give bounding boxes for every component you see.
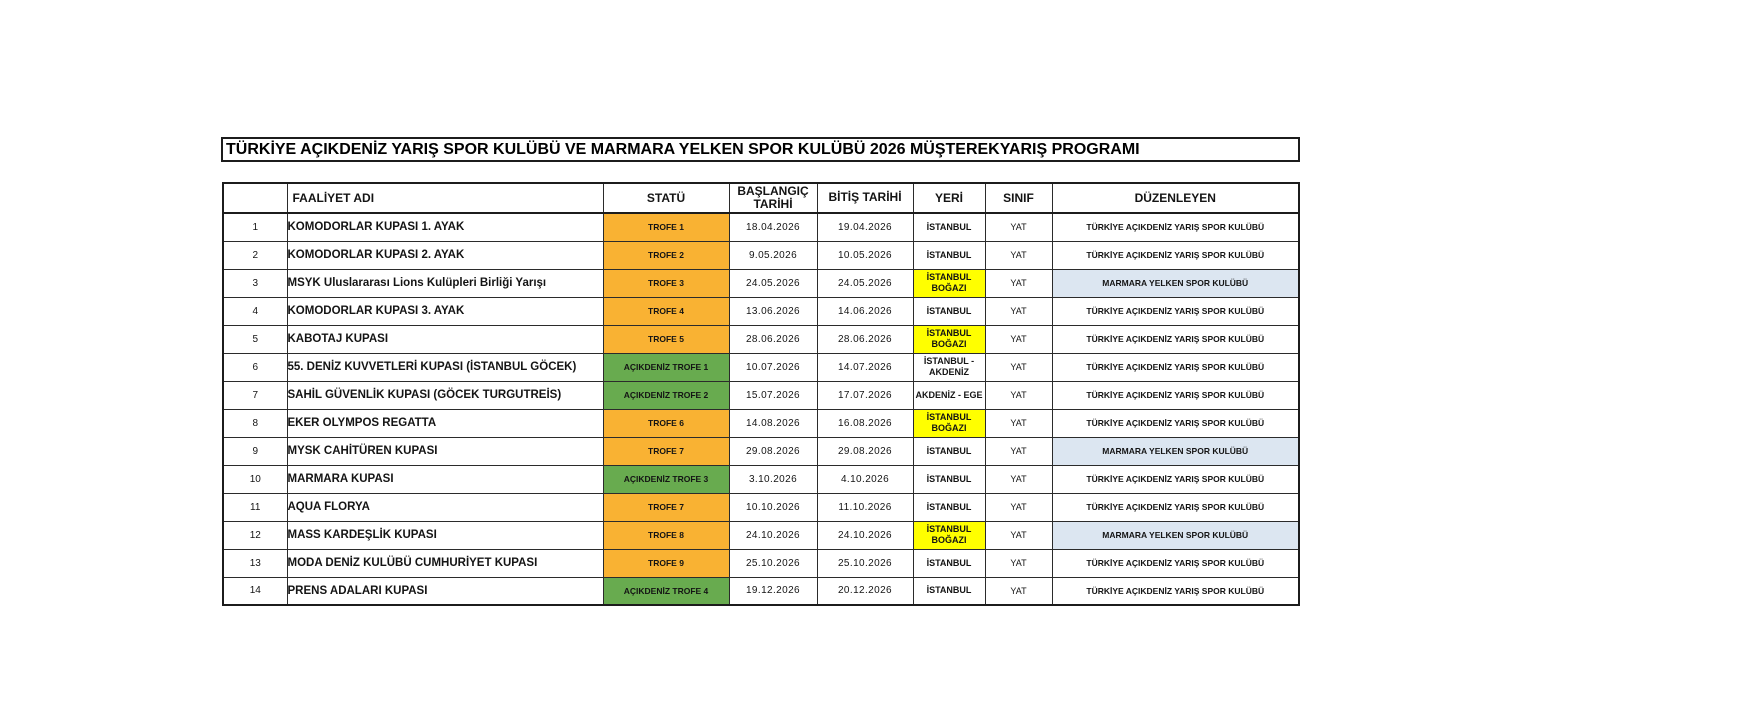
table-row (223, 381, 1299, 409)
cell-class: YAT (985, 549, 1052, 577)
cell-place: İSTANBUL BOĞAZI (913, 521, 985, 549)
cell-class: YAT (985, 493, 1052, 521)
cell-activity-name: KOMODORLAR KUPASI 1. AYAK (287, 213, 603, 241)
cell-class: YAT (985, 269, 1052, 297)
col-header-class: SINIF (985, 183, 1052, 213)
cell-class: YAT (985, 213, 1052, 241)
cell-class: YAT (985, 297, 1052, 325)
cell-row-number: 8 (223, 409, 287, 437)
col-header-status: STATÜ (603, 183, 729, 213)
cell-place: İSTANBUL (913, 437, 985, 465)
cell-place: İSTANBUL (913, 493, 985, 521)
cell-place: İSTANBUL (913, 465, 985, 493)
col-header-end: BİTİŞ TARİHİ (817, 183, 913, 213)
cell-end-date: 4.10.2026 (817, 465, 913, 493)
cell-status-badge: TROFE 7 (603, 437, 729, 465)
cell-class: YAT (985, 353, 1052, 381)
table-row (223, 409, 1299, 437)
cell-status-badge: AÇIKDENİZ TROFE 2 (603, 381, 729, 409)
cell-row-number: 7 (223, 381, 287, 409)
cell-activity-name: AQUA FLORYA (287, 493, 603, 521)
cell-end-date: 24.05.2026 (817, 269, 913, 297)
cell-place: İSTANBUL BOĞAZI (913, 325, 985, 353)
cell-status-badge: AÇIKDENİZ TROFE 4 (603, 577, 729, 605)
cell-class: YAT (985, 521, 1052, 549)
col-header-start: BAŞLANGIÇ TARİHİ (729, 183, 817, 213)
col-header-organizer: DÜZENLEYEN (1052, 183, 1299, 213)
table-row (223, 241, 1299, 269)
table-row (223, 521, 1299, 549)
table-row (223, 269, 1299, 297)
cell-end-date: 14.06.2026 (817, 297, 913, 325)
cell-status-badge: AÇIKDENİZ TROFE 3 (603, 465, 729, 493)
cell-organizer: TÜRKİYE AÇIKDENİZ YARIŞ SPOR KULÜBÜ (1052, 409, 1299, 437)
cell-organizer: MARMARA YELKEN SPOR KULÜBÜ (1052, 521, 1299, 549)
cell-organizer: TÜRKİYE AÇIKDENİZ YARIŞ SPOR KULÜBÜ (1052, 213, 1299, 241)
cell-row-number: 14 (223, 577, 287, 605)
table-row (223, 465, 1299, 493)
cell-row-number: 6 (223, 353, 287, 381)
cell-organizer: TÜRKİYE AÇIKDENİZ YARIŞ SPOR KULÜBÜ (1052, 549, 1299, 577)
cell-end-date: 19.04.2026 (817, 213, 913, 241)
col-header-activity: FAALİYET ADI (287, 183, 603, 213)
cell-place: İSTANBUL - AKDENİZ (913, 353, 985, 381)
cell-place: İSTANBUL (913, 241, 985, 269)
cell-end-date: 10.05.2026 (817, 241, 913, 269)
table-row (223, 577, 1299, 605)
cell-end-date: 29.08.2026 (817, 437, 913, 465)
cell-start-date: 13.06.2026 (729, 297, 817, 325)
cell-organizer: TÜRKİYE AÇIKDENİZ YARIŞ SPOR KULÜBÜ (1052, 297, 1299, 325)
cell-status-badge: TROFE 7 (603, 493, 729, 521)
cell-class: YAT (985, 577, 1052, 605)
cell-activity-name: MARMARA KUPASI (287, 465, 603, 493)
cell-activity-name: EKER OLYMPOS REGATTA (287, 409, 603, 437)
cell-activity-name: KABOTAJ KUPASI (287, 325, 603, 353)
cell-class: YAT (985, 325, 1052, 353)
cell-start-date: 14.08.2026 (729, 409, 817, 437)
cell-start-date: 10.10.2026 (729, 493, 817, 521)
cell-end-date: 20.12.2026 (817, 577, 913, 605)
table-header-row (223, 183, 1299, 213)
table-row (223, 213, 1299, 241)
cell-row-number: 11 (223, 493, 287, 521)
cell-row-number: 4 (223, 297, 287, 325)
cell-organizer: MARMARA YELKEN SPOR KULÜBÜ (1052, 269, 1299, 297)
cell-start-date: 29.08.2026 (729, 437, 817, 465)
cell-status-badge: TROFE 8 (603, 521, 729, 549)
cell-class: YAT (985, 381, 1052, 409)
cell-end-date: 11.10.2026 (817, 493, 913, 521)
cell-organizer: TÜRKİYE AÇIKDENİZ YARIŞ SPOR KULÜBÜ (1052, 241, 1299, 269)
cell-start-date: 15.07.2026 (729, 381, 817, 409)
cell-place: AKDENİZ - EGE (913, 381, 985, 409)
cell-activity-name: SAHİL GÜVENLİK KUPASI (GÖCEK TURGUTREİS) (287, 381, 603, 409)
cell-status-badge: TROFE 5 (603, 325, 729, 353)
cell-activity-name: KOMODORLAR KUPASI 2. AYAK (287, 241, 603, 269)
cell-class: YAT (985, 409, 1052, 437)
cell-activity-name: MYSK CAHİTÜREN KUPASI (287, 437, 603, 465)
cell-organizer: TÜRKİYE AÇIKDENİZ YARIŞ SPOR KULÜBÜ (1052, 353, 1299, 381)
cell-status-badge: TROFE 1 (603, 213, 729, 241)
cell-end-date: 14.07.2026 (817, 353, 913, 381)
cell-place: İSTANBUL BOĞAZI (913, 269, 985, 297)
cell-row-number: 3 (223, 269, 287, 297)
cell-start-date: 25.10.2026 (729, 549, 817, 577)
cell-class: YAT (985, 465, 1052, 493)
cell-place: İSTANBUL (913, 577, 985, 605)
cell-row-number: 9 (223, 437, 287, 465)
cell-place: İSTANBUL (913, 213, 985, 241)
cell-start-date: 24.10.2026 (729, 521, 817, 549)
cell-row-number: 13 (223, 549, 287, 577)
table-row (223, 325, 1299, 353)
cell-place: İSTANBUL BOĞAZI (913, 409, 985, 437)
table-row (223, 353, 1299, 381)
race-program-table (222, 182, 1300, 606)
cell-class: YAT (985, 241, 1052, 269)
cell-status-badge: TROFE 6 (603, 409, 729, 437)
col-header-no (223, 183, 287, 213)
cell-row-number: 2 (223, 241, 287, 269)
cell-activity-name: MSYK Uluslararası Lions Kulüpleri Birliği Yarışı (287, 269, 603, 297)
cell-activity-name: KOMODORLAR KUPASI 3. AYAK (287, 297, 603, 325)
cell-start-date: 24.05.2026 (729, 269, 817, 297)
cell-start-date: 28.06.2026 (729, 325, 817, 353)
cell-end-date: 24.10.2026 (817, 521, 913, 549)
cell-organizer: TÜRKİYE AÇIKDENİZ YARIŞ SPOR KULÜBÜ (1052, 325, 1299, 353)
cell-activity-name: PRENS ADALARI KUPASI (287, 577, 603, 605)
cell-organizer: TÜRKİYE AÇIKDENİZ YARIŞ SPOR KULÜBÜ (1052, 493, 1299, 521)
cell-place: İSTANBUL (913, 549, 985, 577)
cell-organizer: MARMARA YELKEN SPOR KULÜBÜ (1052, 437, 1299, 465)
cell-status-badge: TROFE 9 (603, 549, 729, 577)
col-header-place: YERİ (913, 183, 985, 213)
cell-class: YAT (985, 437, 1052, 465)
cell-end-date: 16.08.2026 (817, 409, 913, 437)
cell-start-date: 10.07.2026 (729, 353, 817, 381)
cell-place: İSTANBUL (913, 297, 985, 325)
cell-status-badge: TROFE 3 (603, 269, 729, 297)
cell-row-number: 12 (223, 521, 287, 549)
table-row (223, 493, 1299, 521)
cell-status-badge: TROFE 2 (603, 241, 729, 269)
cell-organizer: TÜRKİYE AÇIKDENİZ YARIŞ SPOR KULÜBÜ (1052, 381, 1299, 409)
cell-start-date: 3.10.2026 (729, 465, 817, 493)
cell-row-number: 10 (223, 465, 287, 493)
cell-row-number: 5 (223, 325, 287, 353)
table-row (223, 549, 1299, 577)
cell-activity-name: MODA DENİZ KULÜBÜ CUMHURİYET KUPASI (287, 549, 603, 577)
cell-start-date: 19.12.2026 (729, 577, 817, 605)
cell-end-date: 28.06.2026 (817, 325, 913, 353)
cell-start-date: 18.04.2026 (729, 213, 817, 241)
cell-activity-name: MASS KARDEŞLİK KUPASI (287, 521, 603, 549)
table-row (223, 297, 1299, 325)
table-row (223, 437, 1299, 465)
cell-start-date: 9.05.2026 (729, 241, 817, 269)
cell-row-number: 1 (223, 213, 287, 241)
cell-status-badge: TROFE 4 (603, 297, 729, 325)
cell-activity-name: 55. DENİZ KUVVETLERİ KUPASI (İSTANBUL GÖCEK) (287, 353, 603, 381)
cell-end-date: 17.07.2026 (817, 381, 913, 409)
cell-organizer: TÜRKİYE AÇIKDENİZ YARIŞ SPOR KULÜBÜ (1052, 577, 1299, 605)
cell-end-date: 25.10.2026 (817, 549, 913, 577)
cell-status-badge: AÇIKDENİZ TROFE 1 (603, 353, 729, 381)
page-title: TÜRKİYE AÇIKDENİZ YARIŞ SPOR KULÜBÜ VE MARMARA YELKEN SPOR KULÜBÜ 2026 MÜŞTEREKYARIŞ PROGRAMI (221, 137, 1300, 162)
cell-organizer: TÜRKİYE AÇIKDENİZ YARIŞ SPOR KULÜBÜ (1052, 465, 1299, 493)
